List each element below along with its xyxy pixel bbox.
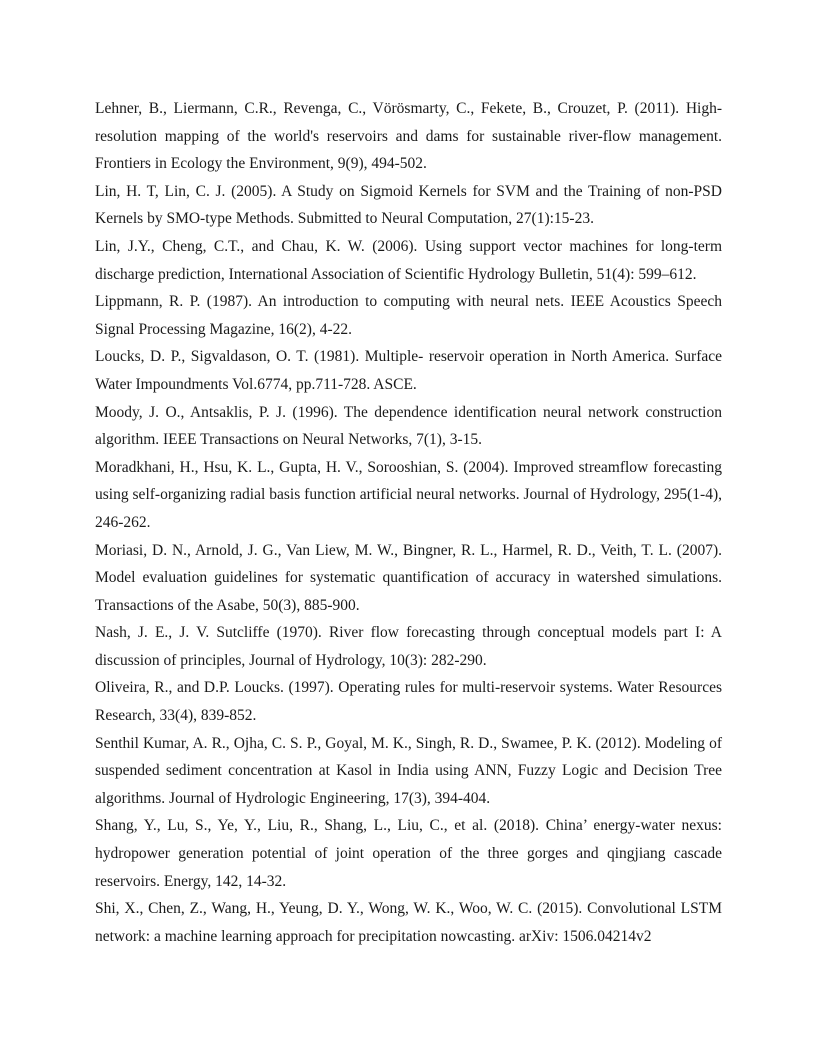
reference-entry: Shang, Y., Lu, S., Ye, Y., Liu, R., Shang, L., Liu, C., et al. (2018). China’ energy-water nexus: hydropower generation potential of joint operation of the three gorges and qingjiang cascade reservoirs. Energy, 142, 14-32. [95, 817, 722, 890]
reference-entry: Oliveira, R., and D.P. Loucks. (1997). Operating rules for multi-reservoir systems. Water Resources Research, 33(4), 839-852. [95, 679, 722, 725]
reference-entry: Shi, X., Chen, Z., Wang, H., Yeung, D. Y., Wong, W. K., Woo, W. C. (2015). Convolutional LSTM network: a machine learning approach for precipitation nowcasting. arXiv: 1506.04214v2 [95, 900, 722, 945]
reference-entry: Lin, H. T, Lin, C. J. (2005). A Study on Sigmoid Kernels for SVM and the Training of non-PSD Kernels by SMO-type Methods. Submitted to Neural Computation, 27(1):15-23. [95, 182, 722, 228]
reference-entry: Loucks, D. P., Sigvaldason, O. T. (1981). Multiple- reservoir operation in North America. Surface Water Impoundments Vol.6774, pp.711-728. ASCE. [95, 348, 722, 393]
reference-list [95, 95, 722, 950]
reference-entry: Moradkhani, H., Hsu, K. L., Gupta, H. V., Sorooshian, S. (2004). Improved streamflow forecasting using self-organizing radial basis function artificial neural networks. Journal of Hydrology, 295(1-4), 246-262. [95, 458, 722, 531]
reference-entry: Lin, J.Y., Cheng, C.T., and Chau, K. W. (2006). Using support vector machines for long-term discharge prediction, International Association of Scientific Hydrology Bulletin, 51(4): 599–612. [95, 237, 722, 283]
reference-entry: Lippmann, R. P. (1987). An introduction to computing with neural nets. IEEE Acoustics Speech Signal Processing Magazine, 16(2), 4-22. [95, 293, 722, 338]
reference-entry: Nash, J. E., J. V. Sutcliffe (1970). River flow forecasting through conceptual models part I: A discussion of principles, Journal of Hydrology, 10(3): 282-290. [95, 624, 722, 669]
reference-entry: Senthil Kumar, A. R., Ojha, C. S. P., Goyal, M. K., Singh, R. D., Swamee, P. K. (2012). Modeling of suspended sediment concentration at Kasol in India using ANN, Fuzzy Logic and Decision Tree algorithms. Journal of Hydrologic Engineering, 17(3), 394-404. [95, 734, 722, 807]
reference-entry: Lehner, B., Liermann, C.R., Revenga, C., Vörösmarty, C., Fekete, B., Crouzet, P. (2011). High-resolution mapping of the world's reservoirs and dams for sustainable river-flow management. Frontiers in Ecology the Environment, 9(9), 494-502. [95, 100, 722, 173]
reference-entry: Moody, J. O., Antsaklis, P. J. (1996). The dependence identification neural network construction algorithm. IEEE Transactions on Neural Networks, 7(1), 3-15. [95, 403, 722, 449]
reference-entry: Moriasi, D. N., Arnold, J. G., Van Liew, M. W., Bingner, R. L., Harmel, R. D., Veith, T. L. (2007). Model evaluation guidelines for systematic quantification of accuracy in watershed simulations. Transactions of the Asabe, 50(3), 885-900. [95, 541, 722, 614]
